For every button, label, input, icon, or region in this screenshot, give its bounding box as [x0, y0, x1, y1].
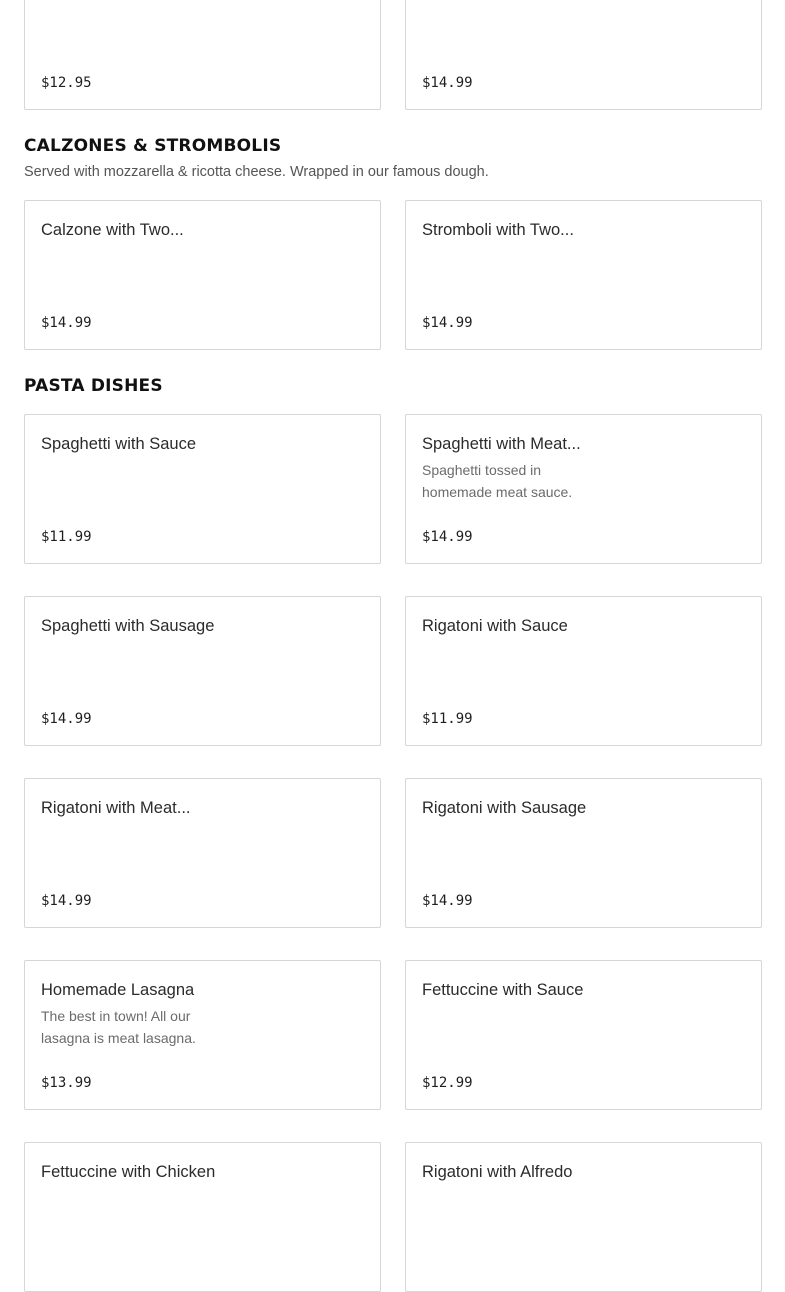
menu-item-card[interactable] [24, 596, 381, 746]
item-name: Rigatoni with Sauce [422, 617, 568, 635]
item-price: $14.99 [41, 893, 92, 909]
item-name: Spaghetti with Meat... [422, 435, 581, 453]
item-name: Spaghetti with Sausage [41, 617, 215, 635]
menu-item-card[interactable] [405, 778, 762, 928]
item-description: Spaghetti tossed in homemade meat sauce. [422, 462, 573, 500]
item-price: $14.99 [422, 529, 473, 545]
menu-item-card[interactable] [405, 200, 762, 350]
menu-item-card[interactable] [405, 0, 762, 110]
item-price: $14.99 [422, 75, 473, 91]
menu-item-card[interactable] [405, 414, 762, 564]
item-price: $13.99 [41, 1075, 92, 1091]
item-price: $12.95 [41, 75, 92, 91]
item-price: $14.99 [41, 711, 92, 727]
menu-item-card[interactable] [24, 414, 381, 564]
item-name: Fettuccine with Sauce [422, 981, 584, 999]
item-name: Stromboli with Two... [422, 221, 574, 239]
item-name: Homemade Lasagna [41, 981, 195, 999]
item-price: $14.99 [422, 893, 473, 909]
section-description: Served with mozzarella & ricotta cheese. Wrapped in our famous dough. [24, 164, 489, 180]
item-price: $12.99 [422, 1075, 473, 1091]
menu-item-card[interactable] [24, 0, 381, 110]
item-name: Calzone with Two... [41, 221, 184, 239]
menu-item-card[interactable] [405, 960, 762, 1110]
section-title-calzones: CALZONES & STROMBOLIS [24, 136, 282, 156]
item-price: $11.99 [422, 711, 473, 727]
item-name: Rigatoni with Alfredo [422, 1163, 573, 1181]
menu-item-card[interactable] [405, 596, 762, 746]
section-title-pasta: PASTA DISHES [24, 376, 163, 396]
item-name: Spaghetti with Sauce [41, 435, 197, 453]
item-description: The best in town! All our lasagna is meat lasagna. [41, 1008, 196, 1046]
item-name: Rigatoni with Meat... [41, 799, 191, 817]
menu-item-card[interactable] [24, 778, 381, 928]
item-price: $14.99 [422, 315, 473, 331]
menu-item-card[interactable] [24, 200, 381, 350]
item-price: $14.99 [41, 315, 92, 331]
item-price: $11.99 [41, 529, 92, 545]
menu-item-card[interactable] [24, 1142, 381, 1292]
menu-item-card[interactable] [24, 960, 381, 1110]
item-name: Rigatoni with Sausage [422, 799, 587, 817]
item-name: Fettuccine with Chicken [41, 1163, 216, 1181]
menu-item-card[interactable] [405, 1142, 762, 1292]
